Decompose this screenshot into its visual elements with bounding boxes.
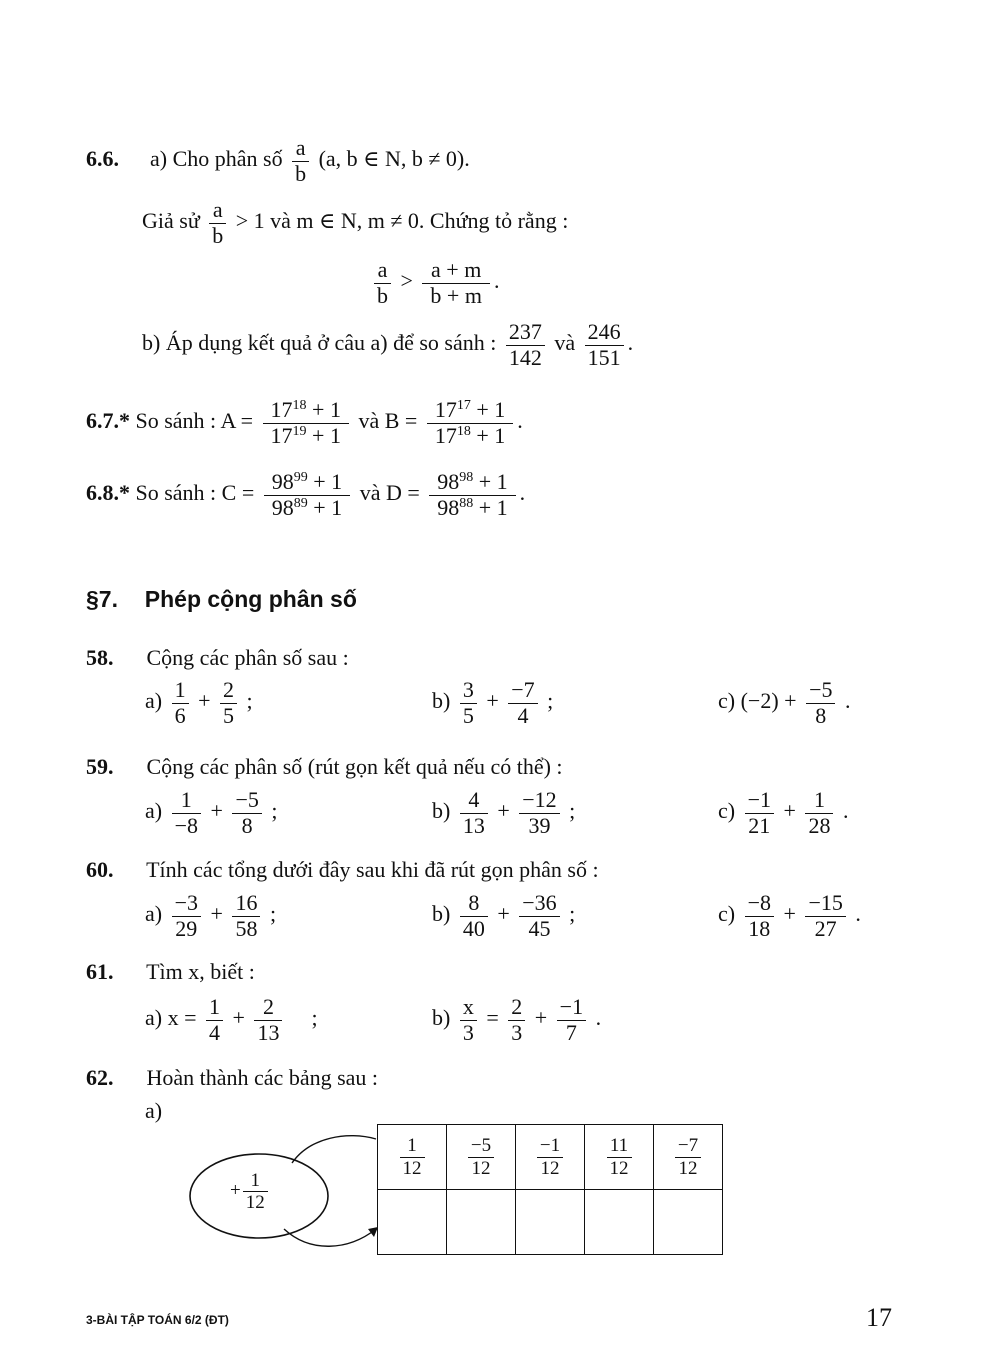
- table-answer-row: [378, 1190, 723, 1255]
- table-cell: $\frac{-1}{12}$: [516, 1125, 585, 1190]
- table-cell: $\frac{-7}{12}$: [654, 1125, 723, 1190]
- answer-cell[interactable]: [516, 1190, 585, 1255]
- problem-61-b: b) $\frac{x}{3}$ = $\frac{2}{3}$ + $\frac{-1}{7}$ .: [432, 994, 602, 1045]
- addition-table: [377, 1124, 723, 1255]
- fraction-246-151: $\frac{246}{151}$: [585, 320, 624, 370]
- problem-6-7: 6.7.* So sánh : A = $\frac{17^{18} + 1}{17^{19} + 1}$ và B = $\frac{17^{17} + 1}{17^{18} + 1}$ .: [86, 397, 523, 448]
- problem-label: 6.8.*: [86, 480, 130, 506]
- fraction-C: $\frac{98^{99} + 1}{98^{89} + 1}$: [264, 470, 350, 520]
- fraction-A: $\frac{17^{18} + 1}{17^{19} + 1}$: [263, 398, 349, 448]
- problem-6-6-assume: Giả sử $\frac{a}{b}$ > 1 và m ∈ N, m ≠ 0. Chứng tỏ rằng :: [142, 197, 569, 248]
- footer-book-title: 3-BÀI TẬP TOÁN 6/2 (ĐT): [86, 1313, 229, 1327]
- problem-58-b: b) $\frac{3}{5}$ + $\frac{-7}{4}$ ;: [432, 677, 554, 728]
- problem-60-b: b) $\frac{8}{40}$ + $\frac{-36}{45}$ ;: [432, 890, 576, 941]
- problem-6-6-line-b: b) Áp dụng kết quả ở câu a) để so sánh : $\frac{237}{142}$ và $\frac{246}{151}$ .: [142, 319, 634, 370]
- fraction-237-142: $\frac{237}{142}$: [506, 320, 545, 370]
- problem-62-part-a: a): [145, 1098, 163, 1123]
- table-cell: $\frac{11}{12}$: [585, 1125, 654, 1190]
- problem-59-b: b) $\frac{4}{13}$ + $\frac{-12}{39}$ ;: [432, 787, 576, 838]
- fraction-a-over-b: $\frac{a}{b}$: [209, 198, 226, 248]
- problem-label: 6.7.*: [86, 408, 130, 434]
- problem-6-6-line-a: 6.6. a) Cho phân số $\frac{a}{b}$ (a, b ∈ N, b ≠ 0).: [86, 135, 470, 186]
- table-cell: $\frac{-5}{12}$: [447, 1125, 516, 1190]
- operator-label: + $\frac{1}{12}$: [230, 1170, 270, 1214]
- problem-60-a: a) $\frac{-3}{29}$ + $\frac{16}{58}$ ;: [145, 890, 277, 941]
- answer-cell[interactable]: [654, 1190, 723, 1255]
- operator-diagram: [180, 1125, 380, 1255]
- problem-59-title: 59. Cộng các phân số (rút gọn kết quả nếu có thể) :: [86, 754, 563, 779]
- fraction-B: $\frac{17^{17} + 1}{17^{18} + 1}$: [427, 398, 513, 448]
- answer-cell[interactable]: [447, 1190, 516, 1255]
- table-cell: $\frac{1}{12}$: [378, 1125, 447, 1190]
- problem-58-c: c) (−2) + $\frac{-5}{8}$ .: [718, 677, 851, 728]
- fraction-a-over-b: $\frac{a}{b}$: [374, 258, 391, 308]
- fraction-am-over-bm: $\frac{a + m}{b + m}$: [422, 258, 490, 308]
- problem-58-a: a) $\frac{1}{6}$ + $\frac{2}{5}$ ;: [145, 677, 253, 728]
- problem-58-title: 58. Cộng các phân số sau :: [86, 645, 349, 670]
- problem-61-a: a) x = $\frac{1}{4}$ + $\frac{2}{13}$ ;: [145, 994, 318, 1045]
- arrow-curve: [292, 1136, 376, 1163]
- problem-label: 6.6.: [86, 146, 119, 172]
- problem-59-a: a) $\frac{1}{-8}$ + $\frac{-5}{8}$ ;: [145, 787, 278, 838]
- answer-cell[interactable]: [378, 1190, 447, 1255]
- problem-61-title: 61. Tìm x, biết :: [86, 959, 255, 984]
- answer-cell[interactable]: [585, 1190, 654, 1255]
- fraction-D: $\frac{98^{98} + 1}{98^{88} + 1}$: [429, 470, 515, 520]
- page-number: 17: [866, 1303, 892, 1332]
- problem-59-c: c) $\frac{-1}{21}$ + $\frac{1}{28}$ .: [718, 787, 849, 838]
- fraction-a-over-b: $\frac{a}{b}$: [292, 136, 309, 186]
- problem-60-title: 60. Tính các tổng dưới đây sau khi đã rút gọn phân số :: [86, 857, 599, 882]
- problem-62-title: 62. Hoàn thành các bảng sau :: [86, 1065, 379, 1090]
- problem-6-6-inequality: $\frac{a}{b}$ > $\frac{a + m}{b + m}$ .: [370, 258, 499, 308]
- problem-6-8: 6.8.* So sánh : C = $\frac{98^{99} + 1}{98^{89} + 1}$ và D = $\frac{98^{98} + 1}{98^{88} + 1}$ .: [86, 469, 526, 520]
- section-heading: §7. Phép cộng phân số: [86, 586, 357, 612]
- table-header-row: [378, 1125, 723, 1190]
- problem-60-c: c) $\frac{-8}{18}$ + $\frac{-15}{27}$ .: [718, 890, 861, 941]
